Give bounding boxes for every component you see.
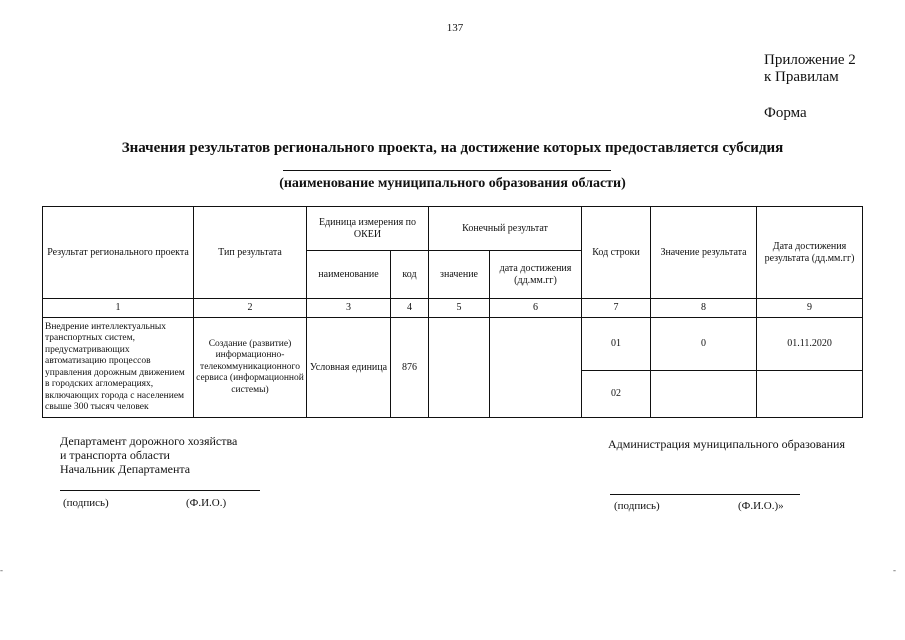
signature-block-left xyxy=(60,434,237,476)
fio-caption-right: (Ф.И.О.)» xyxy=(738,500,784,512)
cell-unit-name: Условная единица xyxy=(307,318,391,418)
cell-row-code: 01 xyxy=(582,318,651,371)
signature-line-right xyxy=(610,494,800,495)
results-table xyxy=(42,206,863,418)
signature-left-line-3: Начальник Департамента xyxy=(60,462,191,476)
col-number: 7 xyxy=(582,299,651,318)
cell-date xyxy=(757,371,863,418)
col-number: 3 xyxy=(307,299,391,318)
cell-type: Создание (развитие) информационно-телекоммуникационного сервиса (информационной системы) xyxy=(194,318,307,418)
margin-mark-left: - xyxy=(0,565,3,575)
header-final-value: значение xyxy=(429,251,490,299)
header-type: Тип результата xyxy=(194,207,307,299)
signature-left-line-1: Департамент дорожного хозяйства xyxy=(60,434,238,448)
municipality-name-line xyxy=(283,170,611,171)
header-row-code: Код строки xyxy=(582,207,651,299)
document-title: Значения результатов регионального проекта, на достижение которых предоставляется субсидия xyxy=(121,140,784,156)
cell-final-date xyxy=(490,318,582,418)
signature-caption-right: (подпись) xyxy=(614,500,660,512)
col-number: 6 xyxy=(490,299,582,318)
col-number: 9 xyxy=(757,299,863,318)
page-number: 137 xyxy=(446,22,464,34)
cell-unit-code: 876 xyxy=(391,318,429,418)
appendix-line-1: Приложение 2 xyxy=(764,52,856,68)
appendix-label xyxy=(764,52,856,86)
header-result: Результат регионального проекта xyxy=(43,207,194,299)
header-final: Конечный результат xyxy=(429,207,582,251)
col-number: 5 xyxy=(429,299,490,318)
fio-caption-left: (Ф.И.О.) xyxy=(186,497,227,509)
signature-right-line-1: Администрация муниципального образования xyxy=(608,437,845,451)
cell-value xyxy=(651,371,757,418)
col-number: 4 xyxy=(391,299,429,318)
margin-mark-right: - xyxy=(893,565,896,575)
cell-value: 0 xyxy=(651,318,757,371)
document-subtitle: (наименование муниципального образования области) xyxy=(279,176,626,191)
col-number: 2 xyxy=(194,299,307,318)
cell-result: Внедрение интеллектуальных транспортных систем, предусматривающих автоматизацию процессов управления дорожным движением в городских агломерациях, включающих города с населением свыше 300 тысяч человек xyxy=(43,318,194,418)
header-value: Значение результата xyxy=(651,207,757,299)
column-number-row xyxy=(43,299,863,318)
col-number: 8 xyxy=(651,299,757,318)
signature-line-left xyxy=(60,490,260,491)
header-unit-code: код xyxy=(391,251,429,299)
header-unit-name: наименование xyxy=(307,251,391,299)
header-date: Дата достижения результата (дд.мм.гг) xyxy=(757,207,863,299)
signature-block-right xyxy=(608,437,845,451)
cell-date: 01.11.2020 xyxy=(757,318,863,371)
header-final-date: дата достижения (дд.мм.гг) xyxy=(490,251,582,299)
cell-final-value xyxy=(429,318,490,418)
form-label: Форма xyxy=(764,105,807,121)
table-row xyxy=(43,318,863,371)
col-number: 1 xyxy=(43,299,194,318)
signature-caption-left: (подпись) xyxy=(63,497,109,509)
header-unit: Единица измерения по ОКЕИ xyxy=(307,207,429,251)
cell-row-code: 02 xyxy=(582,371,651,418)
appendix-line-2: к Правилам xyxy=(764,69,839,85)
signature-left-line-2: и транспорта области xyxy=(60,448,170,462)
